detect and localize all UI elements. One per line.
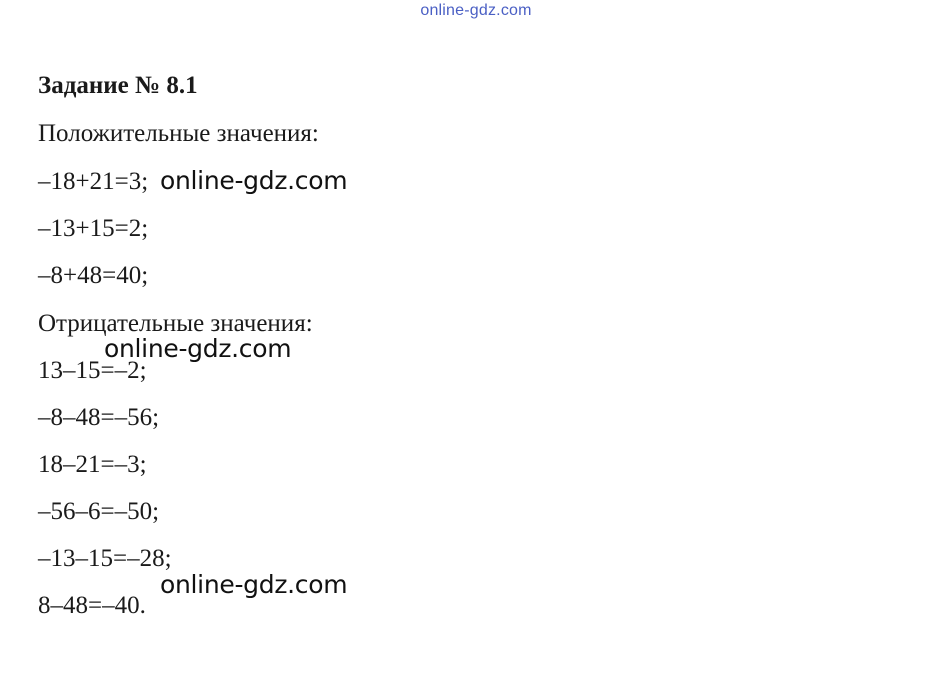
negative-line-4: –56–6=–50; — [38, 498, 160, 525]
positive-heading: Положительные значения: — [38, 120, 319, 147]
negative-line-2: –8–48=–56; — [38, 404, 160, 431]
positive-line-2: –13+15=2; — [38, 215, 149, 242]
positive-line-3: –8+48=40; — [38, 262, 149, 289]
watermark-text: online-gdz.com — [160, 166, 348, 195]
positive-line-1: –18+21=3; — [38, 168, 149, 195]
negative-line-6: 8–48=–40. — [38, 592, 146, 619]
watermark-text: online-gdz.com — [104, 334, 292, 363]
task-title: Задание № 8.1 — [38, 72, 198, 99]
negative-line-5: –13–15=–28; — [38, 545, 172, 572]
site-header-link[interactable]: online-gdz.com — [420, 2, 532, 19]
negative-heading: Отрицательные значения: — [38, 310, 313, 337]
negative-line-1: 13–15=–2; — [38, 357, 147, 384]
watermark-text: online-gdz.com — [160, 570, 348, 599]
negative-line-3: 18–21=–3; — [38, 451, 147, 478]
